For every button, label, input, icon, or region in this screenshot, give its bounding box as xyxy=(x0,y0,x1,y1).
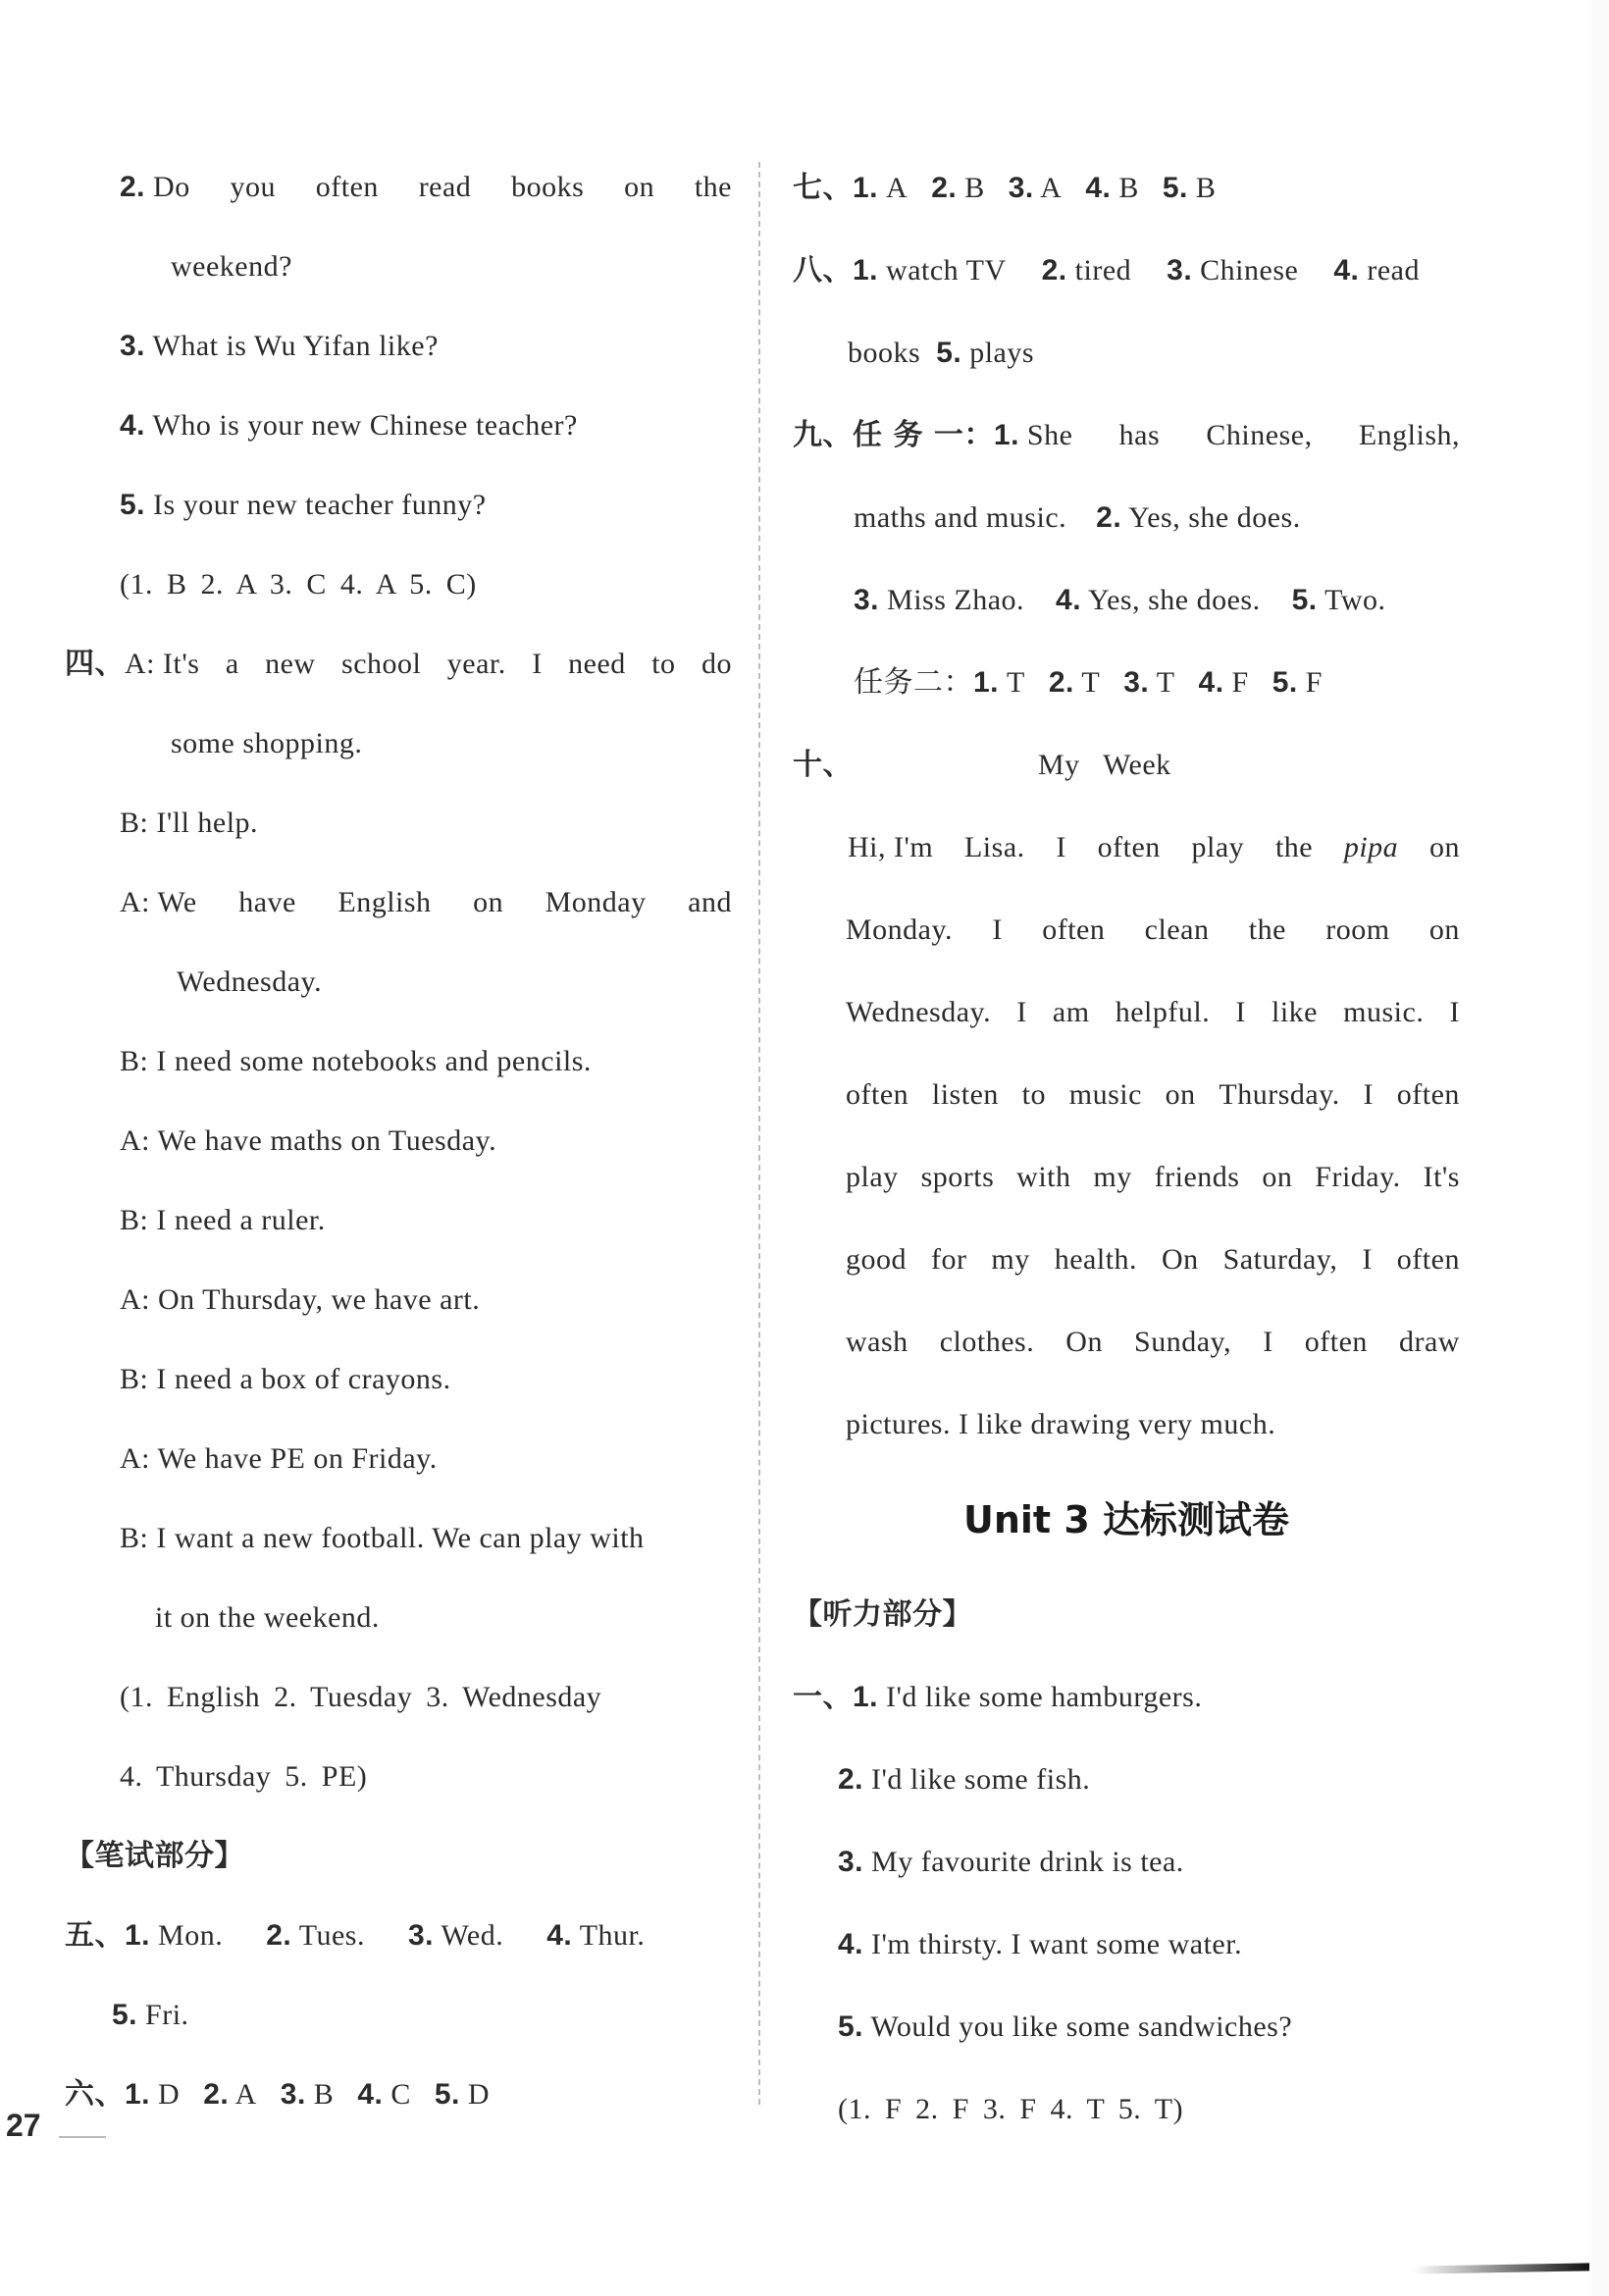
section-heading-written: 【笔试部分】 xyxy=(65,1839,244,1873)
answer-summary: (1. English 2. Tuesday 3. Wednesday xyxy=(120,1681,602,1713)
column-divider xyxy=(758,162,760,2105)
answer-line: 5. Would you like some sandwiches? xyxy=(838,2010,1293,2043)
dialogue-line: 四、A: It's a new school year. I need to do xyxy=(65,647,732,681)
essay-line: Wednesday. I am helpful. I like music. I xyxy=(846,996,1460,1028)
dialogue-line: B: I'll help. xyxy=(120,807,259,839)
answer-line: 3. What is Wu Yifan like? xyxy=(120,330,439,362)
answer-line: 4. I'm thirsty. I want some water. xyxy=(838,1928,1243,1960)
answer-line: 九、任 务 一：1. She has Chinese, English, xyxy=(793,418,1460,452)
answer-summary: (1. F 2. F 3. F 4. T 5. T) xyxy=(838,2093,1184,2125)
dialogue-line: A: We have PE on Friday. xyxy=(120,1442,438,1475)
essay-line: wash clothes. On Sunday, I often draw xyxy=(846,1326,1460,1358)
answer-line: 5. Fri. xyxy=(112,1999,189,2031)
essay-title-line: 十、 My Week xyxy=(793,724,1460,807)
left-column xyxy=(65,147,732,2134)
page-number-dash xyxy=(59,2136,106,2138)
dialogue-line: Wednesday. xyxy=(177,965,323,998)
essay-line: often listen to music on Thursday. I often xyxy=(846,1078,1460,1111)
answer-line: 六、1. D 2. A 3. B 4. C 5. D xyxy=(65,2077,491,2112)
dialogue-line: some shopping. xyxy=(171,727,363,759)
right-column xyxy=(793,147,1460,2151)
answer-line: 2. I'd like some fish. xyxy=(838,1763,1091,1796)
dialogue-line: A: We have English on Monday and xyxy=(120,886,732,918)
scan-edge-mark xyxy=(1413,2263,1589,2273)
answer-line: 七、1. A 2. B 3. A 4. B 5. B xyxy=(793,171,1217,205)
answer-line: 5. Is your new teacher funny? xyxy=(120,489,487,521)
essay-line: play sports with my friends on Friday. It's xyxy=(846,1161,1460,1193)
essay-line: Monday. I often clean the room on xyxy=(846,913,1460,946)
dialogue-line: B: I need some notebooks and pencils. xyxy=(120,1045,592,1077)
essay-line: pictures. I like drawing very much. xyxy=(846,1408,1276,1440)
essay-line: Hi, I'm Lisa. I often play the pipa on xyxy=(848,831,1460,863)
answer-line: 一、1. I'd like some hamburgers. xyxy=(793,1680,1203,1714)
answer-line: 八、1. watch TV 2. tired 3. Chinese 4. read xyxy=(793,253,1420,287)
answer-line: 3. My favourite drink is tea. xyxy=(838,1846,1184,1878)
essay-line: good for my health. On Saturday, I often xyxy=(846,1243,1460,1276)
answer-line: books 5. plays xyxy=(848,337,1035,369)
answer-line: 2. Do you often read books on the xyxy=(120,171,732,203)
section-heading-listening: 【听力部分】 xyxy=(793,1597,972,1632)
page-number: 27 xyxy=(6,2108,41,2143)
dialogue-line: B: I want a new football. We can play with xyxy=(120,1522,645,1554)
dialogue-line: A: We have maths on Tuesday. xyxy=(120,1124,497,1157)
answer-line: maths and music. 2. Yes, she does. xyxy=(854,501,1301,534)
dialogue-line: B: I need a ruler. xyxy=(120,1204,326,1236)
answer-summary: 4. Thursday 5. PE) xyxy=(120,1760,368,1793)
essay-title: My Week xyxy=(1038,749,1171,781)
unit-title: Unit 3 达标测试卷 xyxy=(963,1498,1289,1541)
dialogue-line: A: On Thursday, we have art. xyxy=(120,1283,481,1316)
dialogue-line: it on the weekend. xyxy=(155,1601,380,1634)
answer-line: 任务二：1. T 2. T 3. T 4. F 5. F xyxy=(854,665,1323,700)
answer-summary: (1. B 2. A 3. C 4. A 5. C) xyxy=(120,568,477,600)
answer-line: weekend? xyxy=(171,250,292,283)
answer-line: 4. Who is your new Chinese teacher? xyxy=(120,409,578,442)
answer-line: 3. Miss Zhao. 4. Yes, she does. 5. Two. xyxy=(854,584,1386,616)
dialogue-line: B: I need a box of crayons. xyxy=(120,1363,451,1395)
answer-line: 五、1. Mon. 2. Tues. 3. Wed. 4. Thur. xyxy=(65,1918,646,1953)
